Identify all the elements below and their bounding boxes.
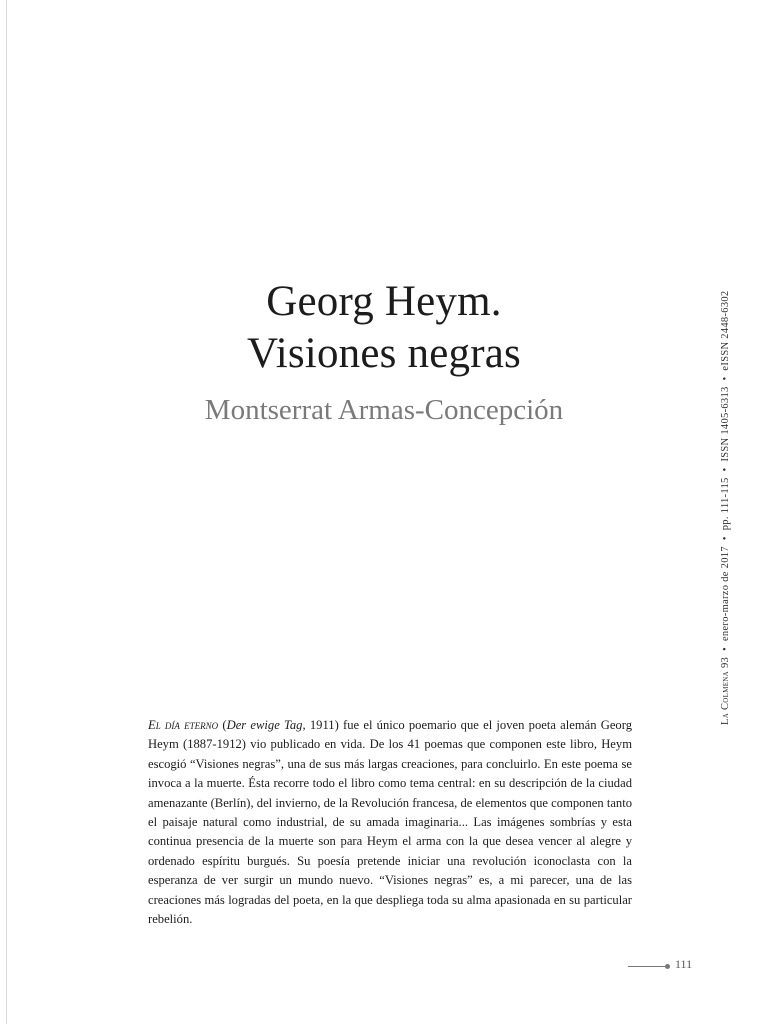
journal-name: La Colmena <box>720 670 731 725</box>
article-title-line1: Georg Heym. <box>266 278 502 325</box>
abstract-original-title: Der ewige Tag <box>226 718 303 732</box>
journal-pages: pp. 111-115 <box>720 477 731 531</box>
journal-issn: ISSN 1405-6313 <box>720 386 731 462</box>
footer-rule <box>628 966 668 967</box>
abstract-paren-open: ( <box>218 718 227 732</box>
article-author: Montserrat Armas-Concepción <box>204 394 564 426</box>
bullet-separator: • <box>720 376 731 381</box>
page-number: 111 <box>675 957 693 971</box>
journal-date: enero-marzo de 2017 <box>720 546 731 642</box>
article-header <box>0 276 768 427</box>
bullet-separator: • <box>720 467 731 472</box>
article-title-line2: Visiones negras <box>247 330 521 377</box>
journal-issue: 93 <box>720 656 731 669</box>
article-abstract <box>148 716 632 929</box>
abstract-body: fue el único poemario que el joven poeta alemán Georg Heym (1887-1912) vio publicado en vida. De los 41 poemas que componen este libro, Heym escogió “Visiones negras”, una de sus más largas creaciones, para concluirlo. En este poema se invoca a la muerte. Ésta recorre todo el libro como tema central: en su descripción de la ciudad amenazante (Berlín), del invierno, de la Revolución francesa, de elementos que componen tanto el paisaje natural como industrial, de su amada imaginaria... Las imágenes sombrías y esta continua presencia de la muerte son para Heym el arma con la que desea vencer al alegre y ordenado espíritu burgués. Su poesía pretende iniciar una revolución iconoclasta con la esperanza de ver surgir un mundo nuevo. “Visiones negras” es, a mi parecer, una de las creaciones más logradas del poeta, en la que despliega toda su alma apasionada en su particular rebelión. <box>148 718 632 927</box>
bullet-separator: • <box>720 646 731 651</box>
abstract-lead-after: , 1911) <box>302 718 339 732</box>
abstract-lead-title: El día eterno <box>148 718 219 732</box>
page-edge-rule <box>6 0 7 1024</box>
journal-eissn: eISSN 2448-6302 <box>720 290 731 371</box>
footer-dot-icon <box>665 964 670 969</box>
journal-citation-sidebar <box>720 291 731 725</box>
bullet-separator: • <box>720 536 731 541</box>
